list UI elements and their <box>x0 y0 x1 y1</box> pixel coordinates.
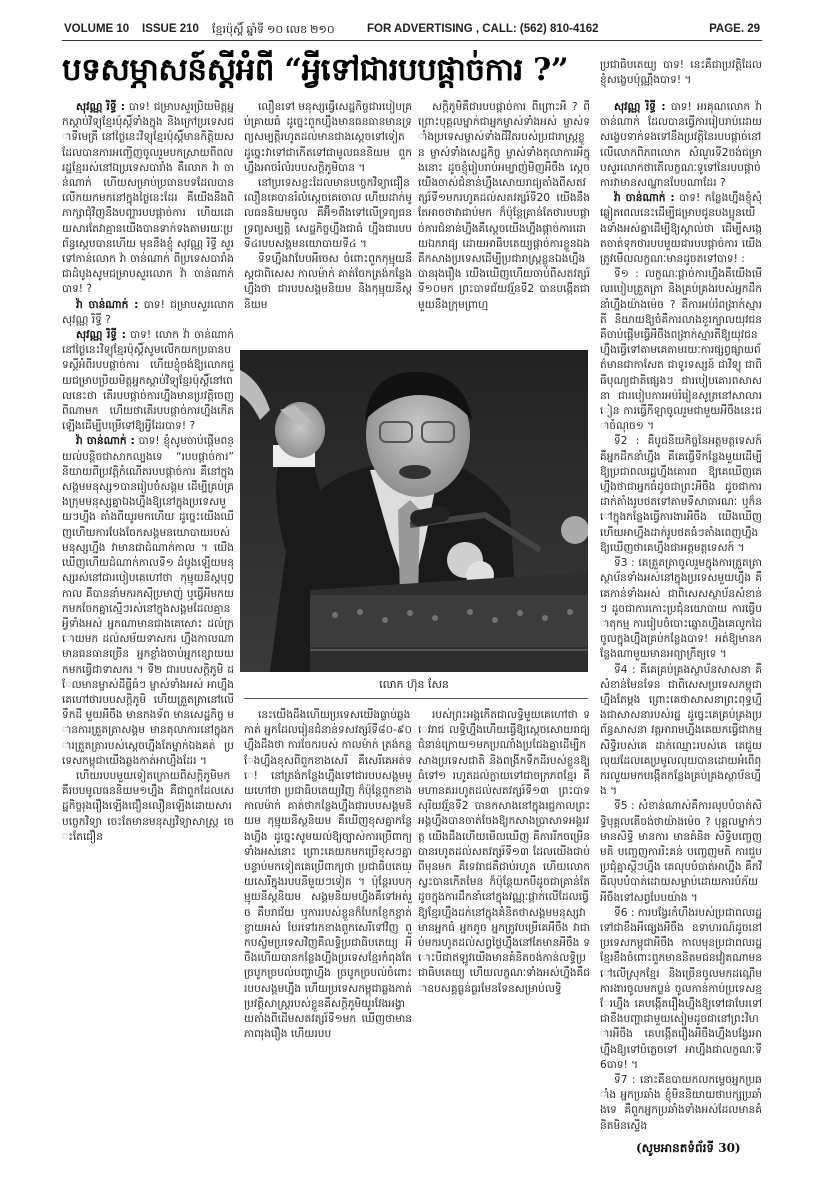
paragraph-text: ទី3 : គេត្រួតត្រាចូលរួមក្នុងការត្រួតត្រាស្ថាប័នទាំងអស់នៅក្នុងប្រទេសមួយហ្នឹង គឺគេកាន់ទាំងអស់ ជាពិសេសស្ថាប័នសំខាន់ៗ ដូចជាការកោះប្រជុំនយោបាយ ការធ្វើបាតុកម្ម ការរៀបចំបោះឆ្នោតហ្នឹងគេលូកដៃចូលក្នុងហ្នឹងគ្រប់កន្លែងបាទ! អត់ឱ្យមានកន្លែងណាមួយមានអព្យាក្រឹត្យទេ ។ <box>600 557 762 661</box>
paragraph-text: បាទ! អរគុណលោក វ៉ា ចាន់ណាក់ ដែលបានធ្វើការរៀបរាប់ដោយសង្ខេបទាក់ទងទៅនឹងប្រវត្តិនៃរបបផ្តាច់នៅលើលោកពិភពលោក សំណួរទី2ចង់ជម្រាបសួរលោកថាតើលក្ខណៈទូទៅនៃរបបផ្តាច់ការវាមានសណ្ឋានបែបណាដែរ ? <box>600 101 762 190</box>
paragraph <box>600 1073 762 1134</box>
paragraph <box>418 100 590 313</box>
paragraph-text: ទី5 : សំខាន់ណាស់គឺការលុបបំបាត់សិទ្ធិបុគ្គលតើចង់ថាយ៉ាងម៉េច ? បុគ្គលម្នាក់ៗមានសិទ្ធិ មានការ មានគំនិត សិទ្ធិបញ្ចេញមតិ បញ្ចេញការរិះគន់ បញ្ចេញមតិ ការជួបប្រជុំគ្នាស្តីៗហ្នឹង គេលុបបំបាត់អាហ្នឹង គឺកវិធីលុបបំបាត់ដោយសម្លាប់ដោយការបំភ័យអីចឹងទៅសព្វបែបយ៉ាង ។ <box>600 800 762 904</box>
paragraph <box>600 267 762 434</box>
article-column-3-top <box>418 100 590 313</box>
article-photo <box>240 350 588 672</box>
article-column-4 <box>600 100 762 1134</box>
article-column-2-bottom <box>244 708 412 1042</box>
paragraph <box>244 176 412 252</box>
paragraph <box>600 556 762 662</box>
paragraph-text: បាទ! កន្លែងហ្នឹងខ្ញុំសុំឆ្លៀតពេលនេះដើម្បីជម្រាបជូនបងប្អូនយើងទាំងអស់គ្នាដើម្បីឱ្យស្គាល់ថា ដើម្បីសង្កេតចាត់ទុកថារបបមួយជារបបផ្តាច់ការ យើងត្រូវមើលលក្ខណៈមានដូចតទៅបាទ! : <box>600 192 762 266</box>
paragraph-text: នេះយើងដឹងហើយប្រទេសយើងធ្លាប់ឆ្លងកាត់ អ្នកដែលរៀនជំនាន់ទសវត្សរ៍ទី៨០-៩០ ហ្នឹងដឹងថា ការចែករបស់ កាលម៉ាក់ ត្រង់កន្លែងហ្នឹងខុសពីពួកខាងសេរី គឺសេរីគេអត់ទេ! នៅត្រង់កន្លែងហ្នឹងទៅជារបបសង្គមមួយហៅថា ប្រជាធិបតេយ្យវិញ ក៏ប៉ុន្តែពួកខាង កាលម៉ាក់ គាត់ថាកន្លែងហ្នឹងជារបបសង្គមនិយម កុម្មុយនីស្តនិយម គឺឃើញខុសគ្នាកន្លែងហ្នឹង ដូច្នេះសូមយល់ឱ្យច្បាស់ការប្រើពាក្យទាំងអស់នោះ ព្រោះគេយកមកប្រើខុសៗគ្នា បន្ទាប់មកទៀតគេប្រើពាក្យថា ប្រជាធិបតេយ្យសេរីក្នុងរបបនីមួយៗទៀត ។ ប៉ុន្តែរបបកុម្មុយនីស្តនិយម សង្គមនិយមហ្នឹងគឺទៅអត់រួច គឺបរាជ័យ ឬការរបស់ខ្លួនក៏បែកខ្ញែកខ្ចាត់ខ្ចាយអស់ បែរទៅរកខាងពួកសេរីទៅវិញ ពួកបស្ចិមប្រទេសវិញគឺលទ្ធិប្រជាធិបតេយ្យ អីចឹងហើយបានកន្លែងហ្នឹងប្រទេសខ្មែរកំពុងតែច្របូកច្របល់បញ្ហាហ្នឹង ច្របូកច្របល់ចំពោះរបបសង្គមហ្នឹង ហើយប្រទេសកម្ពុជាឆ្លងកាត់ប្រវត្តិសាស្ត្ររបស់ខ្លួនគឺសក្តិភូមិយូរវែងអង្វាយតាំងពីដើមសតវត្សរ៍ទី១មក ឃើញថាមានភាពរុងរឿង ហើយរបប <box>244 709 412 1041</box>
column-4-intro: ប្រជាធិបតេយ្យ បាទ! នេះគឺជាប្រវត្តិដែលខ្ញុំសង្ខេបប៉ុណ្ណឹងបាទ! ។ <box>600 59 762 87</box>
paragraph-text: សក្តិភូមិគឺជារបបផ្តាច់ការ ពីព្រោះអី ? ពីព្រោះបុគ្គលម្នាក់ជាអ្នកម្ចាស់ទាំងអស់ ម្ចាស់ទាំងប្រទេសម្ចាស់ទាំងជីវិតរបស់ប្រជារាស្ត្រខ្លួន ម្ចាស់ទាំងសេដ្ឋកិច្ច ម្ចាស់ទាំងតុលាការអីក្នុងនោះ ដូចខ្ញុំរៀបរាប់អម្បាញ់មិញអីចឹង ស្តេចយើងចាស់ជំនាន់ហ្នឹងសោយរាជ្យតាំងពីសតវត្សរ៍ទី១មករហូតដល់សតវត្សរ៍ទី20 យើងនឹងតែអាចថាវាជាប់មក ក៏ប៉ុន្តែគ្រាន់តែថារបបផ្តាច់ការជំនាន់ហ្នឹងគឺស្តេចយើងហ្នឹងផ្តាច់ការដោយឯករាជ្យ ដោយអាធិបតេយ្យផ្តាច់ការខ្លួនឯង គឺកសាងប្រទេសដើម្បីប្រជារាស្ត្រខ្លួនឯងហ្នឹងបានរុងរឿង យើងឃើញហើយចាប់ពីសតវត្សរ៍ទី១០មក ព្រះបាទជ័យវរ្ម័នទី2 បានបង្កើតជាមួយនឹងក្រុមព្រាហ្ម <box>418 101 590 311</box>
paragraph <box>600 191 762 267</box>
photo-caption: លោក ហ៊ុន សែន <box>379 678 449 691</box>
paragraph <box>62 434 234 768</box>
issue-label: ISSUE 210 <box>142 23 199 35</box>
paragraph <box>418 708 590 997</box>
paragraph <box>600 434 762 556</box>
article-column-3-bottom <box>418 708 590 997</box>
paragraph <box>600 663 762 800</box>
speaker-name: វ៉ា ចាន់ណាក់ : <box>614 192 675 205</box>
paragraph <box>62 100 234 298</box>
speaker-name: វ៉ា ចាន់ណាក់ : <box>76 298 139 311</box>
paragraph <box>600 100 762 191</box>
paragraph-text: បាទ! ជម្រាបសួរលោក សុវណ្ណ រិទ្ធី ? <box>62 298 234 326</box>
paragraph <box>244 252 412 313</box>
speaker-name: សុវណ្ណ រិទ្ធី : <box>614 101 666 113</box>
article-headline: បទសម្ភាសន៍ស្តីអំពី “អ្វីទៅជារបបផ្តាច់ការ ?” <box>62 52 569 88</box>
paragraph-text: ទី6 : ការបង្វែរកំហឹងរបស់ប្រជាពលរដ្ឋទៅជាខឹងអីផ្សេងអីចឹង ឧទាហរណ៍ដូចនៅប្រទេសកម្ពុជាអីចឹង កាលមុនប្រជាពលរដ្ឋខ្មែរខឹងចំពោះពួកមាននិតមជនវៀតណាមនៅលើស្រុកខ្មែរ និងច្រើនចូលមកដណ្តើមការងារចូលមកប្លន់ ចូលកាន់កាប់ប្រទេសខ្មែរហ្នឹង គេបង្កើតរឿងហ្នឹងឱ្យទៅជាបែរទៅជាខឹងបញ្ហាជាមួយសៀមដូចជានៅព្រះវិហារអីចឹង គេបង្កើតរឿងអីចឹងហ្នឹងបង្វែរអាហ្នឹងឱ្យទៅបំភ្លេចទៅ អាហ្នឹងជាលក្ខណៈទី6បាទ! ។ <box>600 906 762 1071</box>
paragraph-text: ទី2 : គឺបូជនីយកិច្ចនៃអត្តមត្តទេសក៍ គឺអ្នកដឹកនាំហ្នឹង គឺគេធ្វើទីកន្លែងមួយដើម្បីឱ្យប្រជាពលរដ្ឋហ្នឹងគោរព ឱ្យគេឃើញគេហ្នឹងថាជាអ្នកធំដូចជាព្រះអីចឹង ដូចជាការដាក់តាំងរូបថតទៅតាមទីសាធារណៈ ឬក៏នៅក្នុងកន្លែងធ្វើការងារអីចឹង យើងឃើញហើយអាហ្នឹងដាក់រូបថតធំៗតាំងពេញហ្នឹងឱ្យឃើញថាគេហ្នឹងជាអត្តមត្តទេសក៍ ។ <box>600 435 762 554</box>
paragraph-text: នៅប្រទេសខ្លះដែលមានបច្ចេកវិទ្យាជឿនលឿនគេបានរំលំស្តេចគេចោល ហើយដាក់មូលធននិយមចូល គឺអ៊ី១ពឹងទៅលើទ្រព្យធន ទ្រព្យសម្បត្តិ សេដ្ឋកិច្ចហ្នឹងជាធំ ហ្នឹងជារបបទី៤របបសង្គមនយោបាយទី៤ ។ <box>244 177 412 250</box>
paragraph <box>600 906 762 1073</box>
paragraph-text: បាទ! លោក វ៉ា ចាន់ណាក់ នៅថ្ងៃនេះវិទ្យុខ្មែរប៉ុស្តិ៍សូមលើកយកប្រធានបទស្តីអំពីរបបផ្តាច់ការ ហើយខ្ញុំចង់ឱ្យលោកជួយជម្រាបប្រិយមិត្តអ្នកស្តាប់វិទ្យុខ្មែរប៉ុស្តិ៍នៅពេលនេះថា តើរបបផ្តាច់ការហ្នឹងមានប្រវត្តិចេញពីណាមក ហើយថាតើរបបផ្តាច់ការហ្នឹងកើតឡើងដើម្បីបម្រើទៅឱ្យអ្វីដែរបាទ! ? <box>62 329 234 433</box>
advertising-contact: FOR ADVERTISING , CALL: (562) 810-4162 <box>367 23 599 35</box>
speaker-photo-illustration <box>240 350 588 672</box>
volume-label: VOLUME 10 <box>64 23 130 35</box>
speaker-name: វ៉ា ចាន់ណាក់ : <box>76 435 135 448</box>
speaker-name: សុវណ្ណ រិទ្ធី : <box>76 101 125 113</box>
paragraph-text: បាទ! ជម្រាបសួរប្រិយមិត្តអ្នកស្តាប់វិទ្យុខ្មែរប៉ុស្តិ៍ទាំងក្នុង និងក្រៅប្រទេសជាទីមេត្រី នៅថ្ងៃនេះវិទ្យុខ្មែរប៉ុស្តិ៍មានកិត្តិយសដែលបានការអញ្ជើញចូលរួមបកស្រាយពីពលរដ្ឋខ្មែររស់នៅឯប្រទេសបារាំង គឺលោក វ៉ា ចាន់ណាក់ ហើយសម្រាប់ប្រធានបទដែលបានលើកយកមកនៅក្នុងថ្ងៃនេះដែរ គឺយើងនឹងពិភាក្សាជុំវិញនឹងបញ្ហារបបផ្តាច់ការ ហើយដោយសារតែវាគ្មានយើងបានទាក់ទងតាមរយៈប្រព័ន្ធស្កេបបានហើយ មុននឹងខ្ញុំ សុវណ្ណ រិទ្ធី សួរទៅកាន់លោក វ៉ា ចាន់ណាក់ ពីប្រទេសបារាំង ជាដំបូងសូមជម្រាបសួរលោក វ៉ា ចាន់ណាក់ បាទ! ? <box>62 101 234 296</box>
paragraph <box>600 799 762 905</box>
paragraph-text: ទី4 : គឺគេគ្រប់គ្រងស្ថាប័នសាសនា គឺសំខាន់មែនទែន ជាពិសេសប្រទេសកម្ពុជាហ្នឹងតែម្តង ព្រោះគេថាសាសនាព្រះពុទ្ធហ្នឹងជាសាសនារបស់រដ្ឋ ដូច្នេះគេគ្រប់គ្រងប្រព័ន្ធសាសនា វត្តអារាមហ្នឹងគេយកធ្វើជាកម្មសិទ្ធិរបស់គេ ដាក់ឈ្មោះរបស់គេ គេជួយលុយដែលគេប្រមូលលុយបានដោយអំពើពុករលួយមកបង្កើតកន្លែងគ្រប់គ្រងស្ថាប័នហ្នឹង ។ <box>600 663 762 798</box>
caption-divider <box>244 698 588 699</box>
khmer-issue-label: ខ្មែរប៉ុស្តិ៍ ឆ្នាំទី ១០ លេខ ២១០ <box>212 24 335 36</box>
speaker-name: សុវណ្ណ រិទ្ធី : <box>76 329 126 342</box>
paragraph <box>62 328 234 434</box>
paragraph <box>62 298 234 328</box>
article-column-2-top <box>244 100 412 313</box>
continued-on-page-link[interactable]: (សូមអានតទំព័រទី 30) <box>636 1141 741 1155</box>
paragraph <box>62 769 234 845</box>
article-column-4-top <box>600 58 762 88</box>
page-number: PAGE. 29 <box>709 23 760 35</box>
paragraph-text: លឿនទៅ មនុស្សធ្វើសេដ្ឋកិច្ចជារបៀបគ្រប់គ្រាយធំ ដូច្នេះពួកហ្នឹងមានធនធានមានទ្រព្យសម្បត្តិរហូតដល់មានជាងស្តេចទៅទៀត ដូច្នេះវាទៅជាកើតទៅជាមូលធននិយម ពួកហ្នឹងអាចរំលំរបបសក្តិភូមិបាន ។ <box>244 101 412 174</box>
paragraph-text: ទី7 : នោះគឺឧបាយកលកម្ទេចអ្នកប្រឆាំង អ្នកប្រឆាំង ខ្ញុំមិននិយាយថាបក្សប្រឆាំងទេ គឺពួកអ្នកប្រឆាំងទាំងអស់ដែលមានគំនិតមិនស្ទើង <box>600 1074 762 1132</box>
paragraph <box>244 708 412 1042</box>
paragraph-text: ហើយរបបមួយទៀតក្រោយពីសក្តិភូមិមក គឺរបបមូលធននិយម១ហ្នឹង គឺជាពួកដែលសេដ្ឋកិច្ចរុងរឿងឡើងជឿនលឿនឡើងដោយសារបច្ចេកវិទ្យា ចេះតែមានមនុស្សវិទ្យាសាស្ត្រ ចេះតែជឿន <box>62 769 234 843</box>
paragraph-text: របស់ព្រះអង្គកើតជាលទ្ធិមួយគេហៅថា ទេវរាជ លទ្ធិហ្នឹងហើយធ្វើឱ្យស្តេចសោយរាជ្យជំនាន់ក្រោយ១មកប្រណាំងប្រជែងគ្នាដើម្បីកសាងប្រទេសជាតិ និងពង្រីកទឹកដីរបស់ខ្លួនឱ្យធំទៅ១ រហូតដល់ក្លាយទៅជាចក្រភពខ្មែរ គឺមហានគររហូតដល់សតវត្សរ៍ទី១៣ ព្រះបាទសុរិយវរ្ម័នទី2 បានកសាងនៅក្នុងរជ្ជកាលព្រះអង្គហ្នឹងបានចាត់ចែងឱ្យកសាងប្រាសាទអង្គរវត្ត យើងដឹងហើយមើលឃើញ គឺការរីកចម្រើនបានរហូតដល់សតវត្សរ៍ទី១៣ ដែលយើងជាប់ពីមុនមក គឺទេវរាជគឺជាប់រហូត ហើយលោកស្វះបានកើតមែន ក៏ប៉ុន្តែយកបីដូចជាគ្រាន់តែដូចក្នុងការដឹកនាំនៅក្នុងវណ្ណៈផ្តាក់លើដែលធ្វើឱ្យខ្មែរហ្នឹងដក់នៅក្នុងគំនិតថាសង្គមមនុស្សវាមានអ្នកធំ អ្នកតូច អ្នកត្រូវបម្រើគេអីចឹង វាជាប់មករហូតដល់សព្វថ្ងៃហ្នឹងនៅតែមានអីចឹង ទោះបីជាឥឡូវយើងមានគំនិតចង់កាន់លទ្ធិប្រជាធិបតេយ្យ ហើយលក្ខណៈទាំងអស់ហ្នឹងគឺជាឧបសគ្គធ្ងន់ធ្ងរមែនទែនសម្រាប់លទ្ធិ <box>418 709 590 995</box>
article-column-1 <box>62 100 234 845</box>
paragraph-text: បាទ! ខ្ញុំសូមចាប់ផ្តើមពន្យល់បន្តិចជាសាកល្បងទេ “របបផ្តាច់ការ” និយាយពីប្រវត្តិកំណើតរបបផ្តាច់ការ គឺនៅក្នុងសង្គមមនុស្ស១បានរៀបចំសង្គម ដើម្បីគ្រប់គ្រងក្រុមមនុស្សគ្នាឯងហ្នឹងឱ្យនៅក្នុងប្រទេសមួយៗហ្នឹង តាំងពីយូរមកហើយ ដូច្នេះយើងឃើញហើយការបែងចែកសង្គមនយោបាយរបស់មនុស្សហ្នឹង វាមានជាដំណាក់កាល ។ យើងឃើញហើយដំណាក់កាលទី១ ដំបូងឡើយមនុស្សរស់នៅជារបៀបគេហៅថា កុម្មុយនីស្តបុព្វកាល គឺបាននាំមករកស៊ីប្រមាញ់ ឬធ្វើអីមកយកមកចែកគ្នាស្មើៗរស់នៅក្នុងសង្គមដែលគ្មានអ្វីទាំងអស់ អ្នកណាមានជាងគេសោះ ដល់ក្រោយមក ដល់សម័យទាសករ ហ្នឹងកាលណាមានធនធានច្រើន អ្នកខ្លាំងចាប់អ្នកខ្សោយយកមកធ្វើជាទាសករ ។ ទី២ ជារបបសក្តិភូមិ ដែលមានម្ចាស់ដីធ្លីធំៗ ម្ចាស់ទាំងអស់ អាហ្នឹងគេហៅថារបបសក្តិភូមិ ហើយត្រួតត្រានៅលើទឹកដី មួយអីចឹង មានកងទ័ព មានសេដ្ឋកិច្ច មានការត្រួតត្រាសង្គម មានតុលាការនៅក្នុងការត្រួតត្រារបស់ស្តេចហ្នឹងតែម្នាក់ឯងគត់ ប្រទេសកម្ពុជាយើងឆ្លងកាត់អាហ្នឹងដែរ ។ <box>62 435 235 767</box>
paragraph-text: ទីទហ្នឹងវាបែបអីចេស ចំពោះពួកកុម្មុយនីស្តជាពិសេស កាលម៉ាក់ គាត់ចែកត្រង់កន្លែងហ្នឹងថា ជារបបសង្គមនិយម និងកុម្មុយនីស្តនិយម <box>244 253 412 311</box>
page-header <box>62 20 762 41</box>
paragraph <box>244 100 412 176</box>
paragraph-text: ទី១ : លក្ខណៈផ្តាច់ការហ្នឹងគឺយើងមើលរបៀបត្រួតត្រា និងគ្រប់គ្រងរបស់អ្នកដឹកនាំហ្នឹងយ៉ាងម៉េច ? គឺការអប់រំពង្រាក់ស្មារតី និយាយឱ្យចំគឺការលាងខួរក្បាលយុវជន គឺចាប់ផ្តើមធ្វើអីចឹងពង្រាក់ស្មារតីឱ្យយុវជនហ្នឹងធ្វើទៅតាមគេតាមរយៈការផ្សព្វផ្សាយព័ត៌មានជាកាសែត ជាទូរទស្សន៍ ជាវិទ្យុ ជាពិធីបុណ្យជាតិផ្សេងៗ ជារបៀបគោរពសាសនា ជារបៀបការអប់រំរៀនសូត្រនៅសាលារៀន ការធ្វើកីឡាចូលរួមជាមួយអីចឹងនេះជាចំណុច១ ។ <box>600 268 762 433</box>
